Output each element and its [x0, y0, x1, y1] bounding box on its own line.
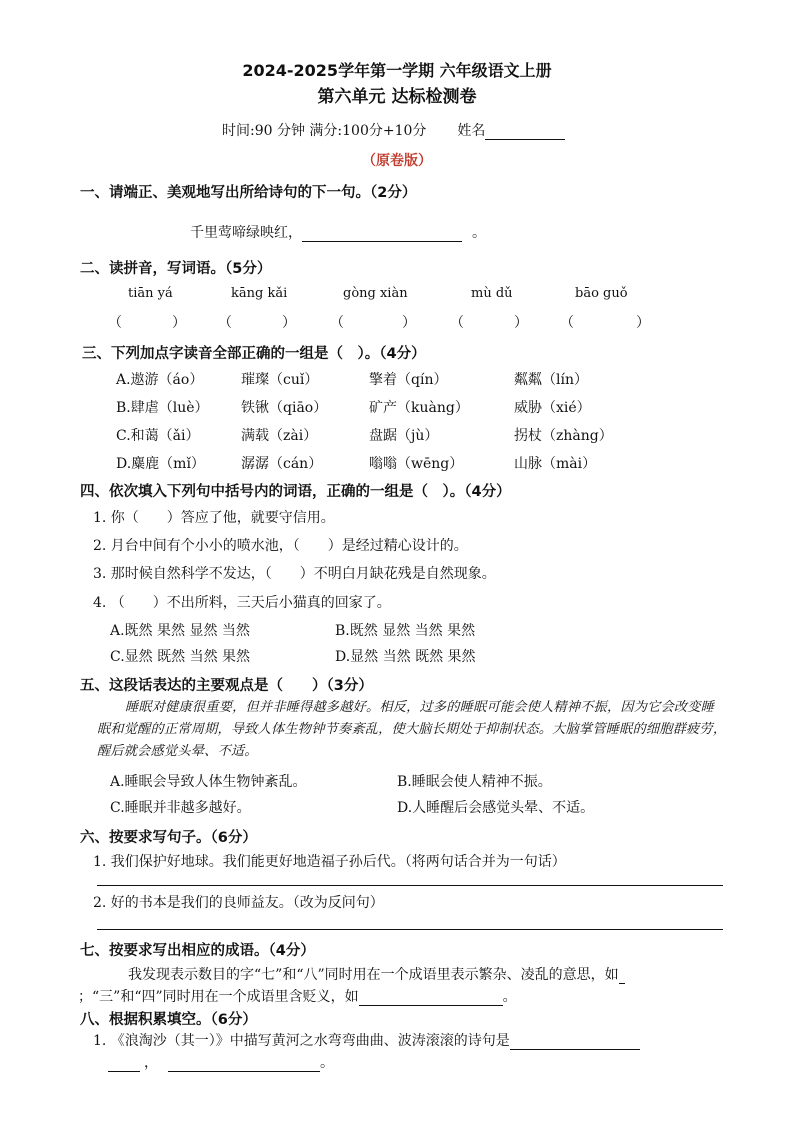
q5-option-c: C.睡眠并非越多越好。 [110, 800, 251, 816]
q7-period: 。 [502, 989, 517, 1005]
q8-heading: 八、根据积累填空。（6分） [80, 1012, 257, 1028]
q3-a-2: 璀璨（cuǐ） [241, 372, 319, 388]
q5-option-b: B.睡眠会使人精神不振。 [397, 774, 552, 790]
q2-pinyin-4: mù dǔ [471, 286, 513, 301]
q3-a-4: 粼粼（lín） [514, 372, 588, 388]
q2-answer-box-2[interactable]: （ ） [218, 315, 296, 331]
q5-heading: 五、这段话表达的主要观点是（ ）（3分） [80, 678, 373, 694]
time-score-info: 时间:90 分钟 满分:100分+10分 [222, 123, 427, 139]
name-blank[interactable] [485, 123, 565, 140]
q5-passage: 睡眠对健康很重要，但并非睡得越多越好。相反，过多的睡眠可能会使人精神不振，因为它会改变睡眠和觉醒的正常周期，导致人体生物钟节奏紊乱，使大脑长期处于抑制状态。大脑掌管睡眠的细胞群疲劳，醒后就会感觉头晕、不适。 [97, 700, 727, 759]
q7-line-2 [78, 986, 517, 1006]
q3-b-1: B.肆虐（luè） [116, 400, 209, 416]
q2-heading: 二、读拼音，写词语。（5分） [80, 261, 272, 277]
q1-poem-line: 千里莺啼绿映红， [190, 225, 302, 241]
exam-title-line2: 第六单元 达标检测卷 [317, 87, 477, 107]
q7-line-1 [128, 964, 625, 984]
q8-text-1: 1. 《浪淘沙（其一）》中描写黄河之水弯弯曲曲、波涛滚滚的诗句是 [93, 1033, 510, 1049]
q6-heading: 六、按要求写句子。（6分） [80, 830, 257, 846]
q2-pinyin-3: gòng xiàn [343, 286, 408, 301]
exam-title-line1: 2024-2025学年第一学期 六年级语文上册 [242, 61, 552, 80]
exam-info [222, 120, 565, 140]
q4-option-c: C.显然 既然 当然 果然 [110, 649, 251, 665]
q8-period: 。 [320, 1055, 334, 1071]
name-label: 姓名 [457, 123, 486, 139]
q8-comma: ， [144, 1055, 158, 1071]
q3-b-4: 威胁（xié） [514, 400, 591, 416]
q6-answer-line-1[interactable] [97, 885, 723, 886]
q3-c-1: C.和蔼（ǎi） [116, 428, 200, 444]
q3-d-2: 潺潺（cán） [241, 456, 323, 472]
q2-answer-box-3[interactable]: （ ） [330, 315, 416, 331]
q4-item-2: 2. 月台中间有个小小的喷水池，（ ）是经过精心设计的。 [93, 538, 468, 554]
q3-d-4: 山脉（mài） [514, 456, 597, 472]
q2-pinyin-1: tiān yá [128, 286, 173, 301]
q5-option-a: A.睡眠会导致人体生物钟紊乱。 [110, 774, 307, 790]
q5-option-d: D.人睡醒后会感觉头晕、不适。 [397, 800, 595, 816]
q7-blank-1[interactable] [619, 967, 625, 984]
q2-pinyin-2: kāng kǎi [231, 286, 288, 301]
q1-answer-blank[interactable] [302, 225, 462, 242]
q7-text-1: 我发现表示数目的字“七”和“八”同时用在一个成语里表示繁杂、凌乱的意思，如 [128, 967, 619, 983]
q7-heading: 七、按要求写出相应的成语。（4分） [80, 943, 315, 959]
q2-answer-box-1[interactable]: （ ） [108, 315, 186, 331]
q3-heading: 三、下列加点字读音全部正确的一组是（ ）。（4分） [82, 346, 426, 362]
q4-heading: 四、依次填入下列句中括号内的词语，正确的一组是（ ）。（4分） [80, 484, 511, 500]
q4-item-4: 4. （ ）不出所料，三天后小猫真的回家了。 [93, 595, 391, 611]
q3-d-1: D.麋鹿（mǐ） [116, 456, 205, 472]
q3-d-3: 嗡嗡（wēng） [369, 456, 464, 472]
q1-period: 。 [472, 225, 486, 241]
q3-c-2: 满载（zài） [241, 428, 318, 444]
q6-item-1: 1. 我们保护好地球。我们能更好地造福子孙后代。（将两句话合并为一句话） [93, 854, 566, 870]
q1-line [190, 222, 486, 242]
q8-blank-1[interactable] [510, 1033, 640, 1050]
q4-option-a: A.既然 果然 显然 当然 [110, 623, 250, 639]
q4-option-b: B.既然 显然 当然 果然 [335, 623, 476, 639]
q2-answer-box-4[interactable]: （ ） [450, 315, 528, 331]
q3-a-1: A.遨游（áo） [116, 372, 204, 388]
q2-answer-box-5[interactable]: （ ） [560, 315, 650, 331]
q2-pinyin-5: bāo guǒ [575, 286, 628, 301]
q3-c-3: 盘踞（jù） [369, 428, 439, 444]
q4-item-1: 1. 你（ ）答应了他，就要守信用。 [93, 510, 335, 526]
q6-answer-line-2[interactable] [97, 929, 723, 930]
q1-heading: 一、请端正、美观地写出所给诗句的下一句。（2分） [80, 185, 417, 201]
q8-line-1 [93, 1030, 640, 1050]
q3-c-4: 拐杖（zhàng） [514, 428, 613, 444]
version-label: （原卷版） [362, 153, 432, 169]
q7-blank-2[interactable] [359, 989, 503, 1006]
q6-item-2: 2. 好的书本是我们的良师益友。（改为反问句） [93, 895, 384, 911]
q7-text-2: ；“三”和“四”同时用在一个成语里含贬义，如 [78, 989, 359, 1005]
q3-b-2: 铁锹（qiāo） [241, 400, 328, 416]
q8-line-2 [108, 1052, 334, 1072]
q8-blank-2[interactable] [108, 1055, 140, 1072]
q3-b-3: 矿产（kuàng） [369, 400, 469, 416]
q8-blank-3[interactable] [168, 1055, 320, 1072]
q4-option-d: D.显然 当然 既然 果然 [335, 649, 476, 665]
q4-item-3: 3. 那时候自然科学不发达，（ ）不明白月缺花残是自然现象。 [93, 566, 496, 582]
q3-a-3: 擎着（qín） [369, 372, 448, 388]
